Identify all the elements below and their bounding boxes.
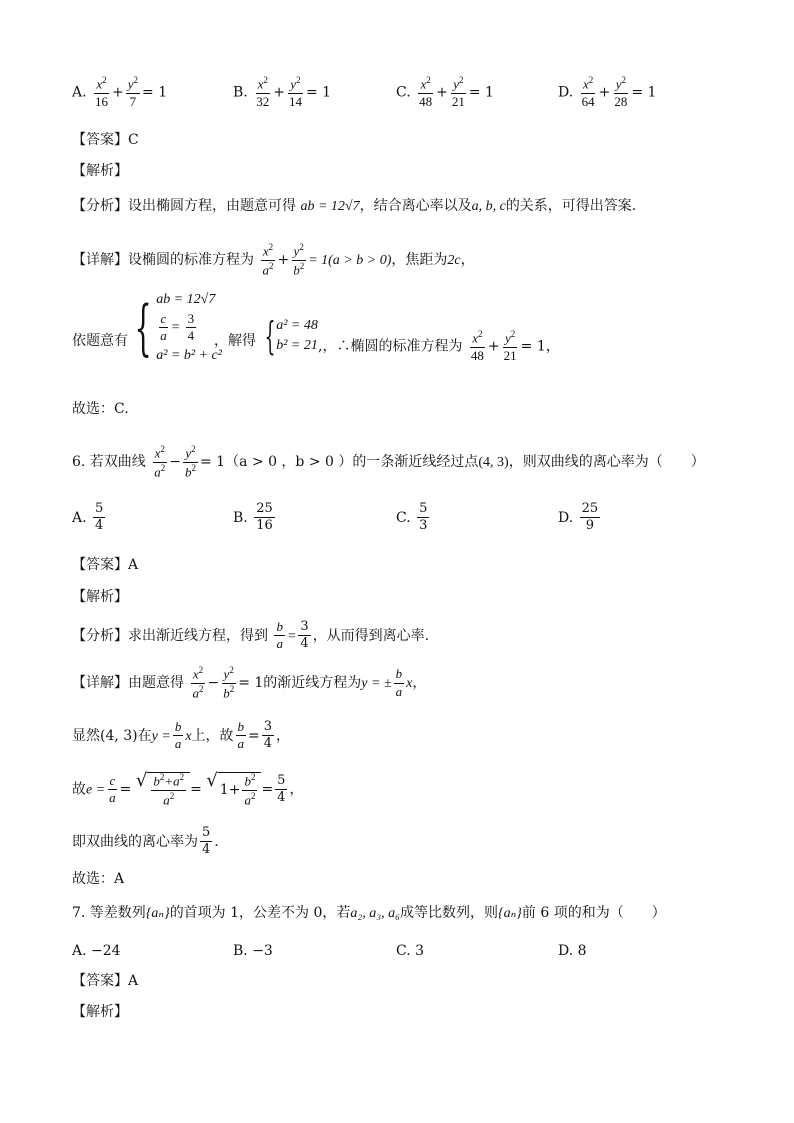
q5-analysis-label: 【解析】 [72,163,128,179]
q5-option-a: A. $\frac{x^2}{16}$ + $\frac{y^2}{7}$ = 1 [72,75,168,109]
q7-answer: 【答案】A [72,973,139,989]
q6-choice: 故选：A [72,871,125,887]
q6-fenxi: 【分析】求出渐近线方程，得到 $\frac{b}{a}$ = $\frac{3}{4}$ ，从而得到离心率. [72,619,430,652]
q5-system-prefix: 依题意有 [72,333,128,349]
q7-option-a: A. −24 [72,943,121,959]
q6-option-c: C. $\frac{5}{3}$ [396,501,428,534]
q6-option-b: B. $\frac{25}{16}$ [233,501,273,534]
q6-analysis-label: 【解析】 [72,589,128,605]
q7-option-b: B. −3 [233,943,273,959]
q5-solve-text: ，解得 [214,333,256,349]
q6-option-a: A. $\frac{5}{4}$ [72,501,104,534]
q6-stem: 6. 若双曲线 $\frac{x^2}{a^2}$ − $\frac{y^2}{b^2}$ = 1（a > 0 ，b > 0 ）的一条渐近线经过点(4, 3)，则双曲线的离心率为（ ） [72,444,705,479]
q5-xiangjie: 【详解】设椭圆的标准方程为 $\frac{x^2}{a^2}$ + $\frac{y^2}{b^2}$ = 1(a > b > 0)，焦距为2c， [72,242,475,277]
q5-conclusion: ,，∴椭圆的标准方程为 $\frac{x^2}{48}$ + $\frac{y^2}{21}$ = 1， [318,329,560,363]
q6-eccentricity: 故e = $\frac{c}{a}$ = √ $\frac{b^2+a^2}{a^2}$ = √ 1+ $\frac{b^2}{a^2}$ = $\frac{5}{4}$ ， [72,770,304,807]
q6-option-d: D. $\frac{25}{9}$ [558,501,599,534]
q6-obvious: 显然(4, 3)在y = $\frac{b}{a}$ x上，故 $\frac{b}{a}$ = $\frac{3}{4}$ ， [72,719,291,752]
q5-fenxi: 【分析】设出椭圆方程，由题意可得 ab = 12√7，结合离心率以及a, b, c的关系，可得出答案. [72,198,637,214]
q7-stem: 7. 等差数列{aₙ}的首项为 1，公差不为 0，若a₂, a₃, a₆成等比数列，则{aₙ}前 6 项的和为（ ） [72,905,666,921]
q5-solution: { a² = 48 b² = 21 [264,314,318,358]
q5-answer: 【答案】C [72,132,139,148]
q5-option-c: C. $\frac{x^2}{48}$ + $\frac{y^2}{21}$ = 1 [396,75,494,109]
q5-system: { ab = 12√7 $\frac{c}{a}$ = $\frac{3}{4}$ a² = b² + c² [134,292,222,363]
q5-choice: 故选：C. [72,401,129,417]
q6-xiangjie: 【详解】由题意得 $\frac{x^2}{a^2}$ − $\frac{y^2}{b^2}$ = 1的渐近线方程为y = ± $\frac{b}{a}$ x， [72,665,427,700]
q7-option-c: C. 3 [396,943,425,959]
q7-analysis-label: 【解析】 [72,1004,128,1020]
q6-answer: 【答案】A [72,557,139,573]
q5-option-b: B. $\frac{x^2}{32}$ + $\frac{y^2}{14}$ = 1 [233,75,332,109]
q5-option-d: D. $\frac{x^2}{64}$ + $\frac{y^2}{28}$ = 1 [558,75,657,109]
q7-option-d: D. 8 [558,943,587,959]
q6-result: 即双曲线的离心率为 $\frac{5}{4}$ . [72,825,219,858]
